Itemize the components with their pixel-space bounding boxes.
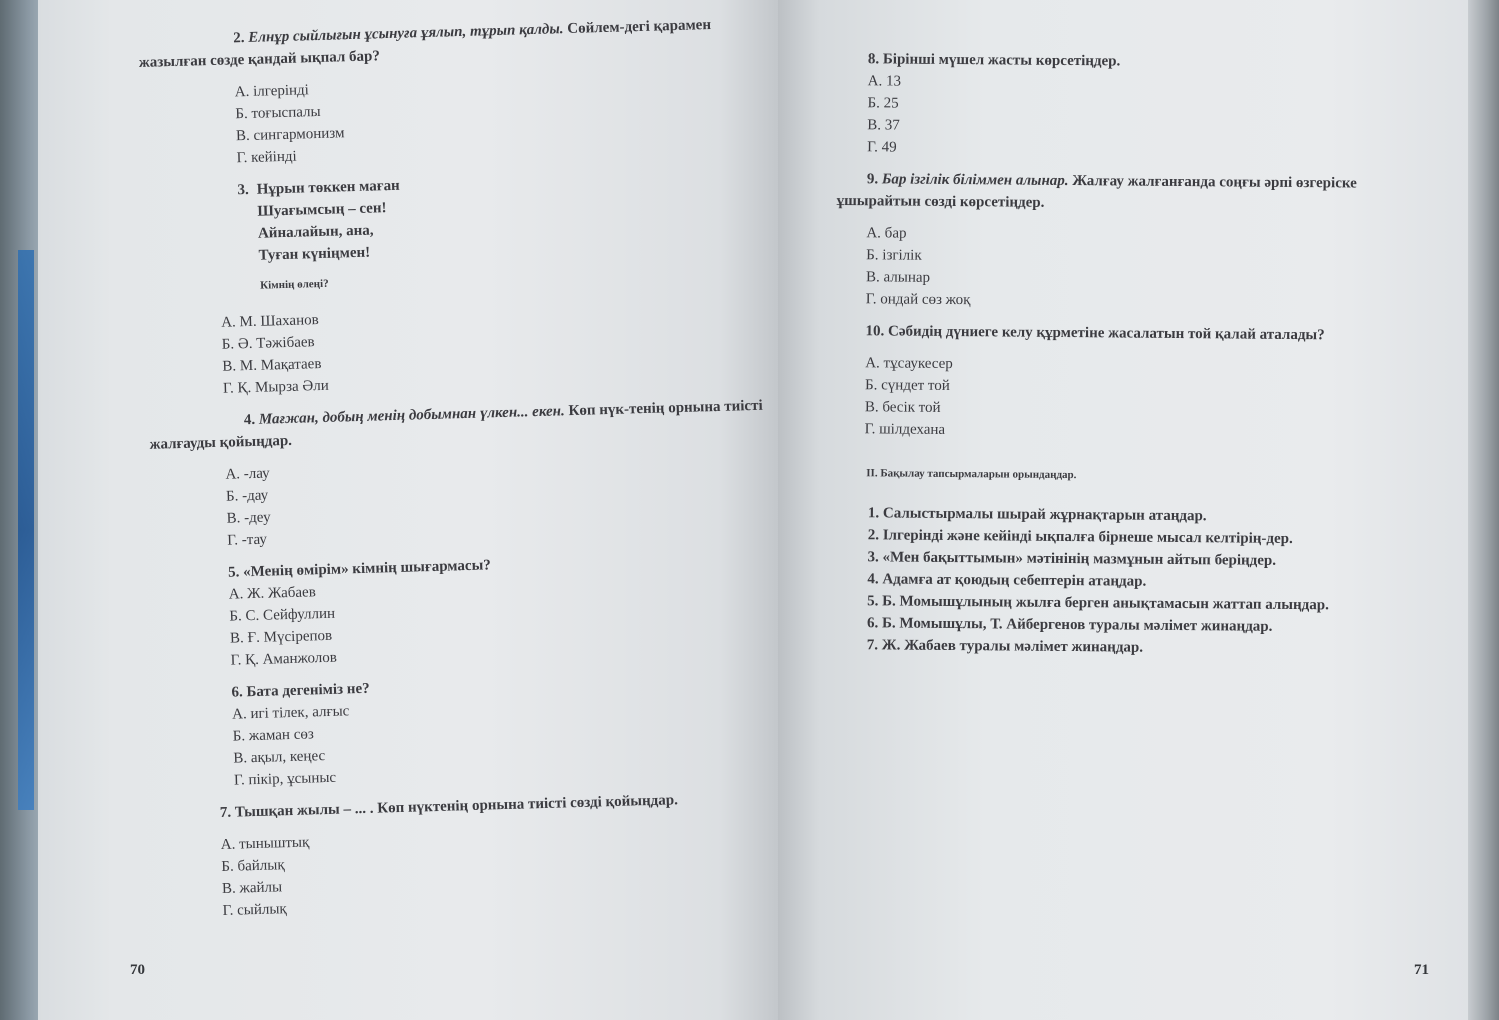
task-item: 4. Адамға ат қоюдың себептерін атаңдар.: [867, 571, 1147, 590]
option: Б. -дау: [225, 487, 269, 505]
option: Б. тоғыспалы: [235, 103, 321, 123]
cover-strip: [18, 250, 34, 810]
option: Б. жаман сөз: [232, 726, 315, 745]
question-number: 9.: [866, 171, 879, 188]
left-page-content: [138, 12, 803, 924]
question-9: [837, 168, 1397, 217]
option: В. жайлы: [221, 879, 283, 897]
poem-line: Туған күніңмен!: [258, 244, 371, 264]
option: В. Ғ. Мүсірепов: [229, 627, 333, 647]
poem-line: Айналайын, ана,: [257, 222, 374, 242]
question-7-options: [220, 818, 802, 922]
poem-line: Шуағымсың – сен!: [257, 200, 387, 220]
option: Б. С. Сейфуллин: [229, 605, 336, 625]
option: Г. 49: [867, 139, 897, 156]
option: А. -лау: [225, 465, 270, 483]
question-text: Көп нүк-тенің орнына тиісті жалғауды қойыңдар.: [149, 397, 763, 453]
option: В. М. Мақатаев: [222, 356, 322, 375]
option: Б. байлық: [221, 857, 285, 875]
question-6-options: [232, 688, 799, 792]
question-4-options: [225, 448, 792, 552]
option: В. 37: [867, 117, 900, 134]
question-10: 10. Сәбидің дүниеге келу құрметіне жасалатын той қалай аталады?: [865, 323, 1325, 344]
question-text: Кімнің өлеңі?: [260, 277, 329, 292]
question-text: Сөйлем-дегі қарамен жазылған сөзде қандай ықпал бар?: [138, 17, 712, 71]
option: А. 13: [867, 73, 902, 90]
option: Б. Ә. Тәжібаев: [221, 334, 315, 353]
option: Б. 25: [867, 95, 899, 112]
option: Г. ондай сөз жоқ: [865, 291, 971, 309]
option: А. тыныштық: [220, 834, 310, 854]
book-right-edge: [1468, 0, 1499, 1020]
question-3: [220, 164, 788, 399]
option: В. бесік той: [864, 399, 941, 416]
option: А. М. Шаханов: [220, 312, 319, 331]
question-6: 6. Бата дегеніміз не?: [231, 680, 370, 701]
option: В. алынар: [865, 269, 931, 286]
option: Г. шілдехана: [864, 421, 946, 438]
question-italic: Мағжан, добың менің добымнан үлкен... екен.: [258, 403, 565, 428]
option: А. бар: [866, 225, 907, 242]
task-item: 6. Б. Момышұлы, Т. Айбергенов туралы мәлімет жинаңдар.: [866, 615, 1273, 635]
option: А. игі тілек, алғыс: [231, 703, 350, 723]
question-10-options: [865, 352, 1396, 445]
question-9-options: [866, 222, 1397, 315]
question-text: Жалғау жалғанғанда соңғы әрпі өзгеріске ұшырайтын сөзді көрсетіңдер.: [836, 173, 1357, 211]
page-number: 70: [130, 962, 145, 978]
right-page: [778, 0, 1468, 1020]
question-2-options: [234, 66, 781, 169]
task-item: 2. Ілгерінді және кейінді ықпалға бірнеше мысал келтірің-дер.: [867, 527, 1293, 547]
option: А. Ж. Жабаев: [228, 584, 317, 603]
section-2-tasks: [833, 502, 1394, 661]
option: Г. Қ. Аманжолов: [230, 649, 338, 669]
option: Г. кейінді: [236, 148, 297, 167]
question-5-options: [228, 568, 795, 672]
question-number: 4.: [243, 411, 256, 429]
question-8: 8. Бірінші мүшел жасты көрсетіңдер.: [867, 51, 1121, 70]
task-item: 5. Б. Момышұлының жылға берген анықтамасын жаттап алыңдар.: [867, 593, 1329, 614]
option: В. -деу: [226, 509, 271, 527]
question-number: 2.: [233, 30, 245, 47]
option: Б. ізгілік: [866, 247, 922, 264]
question-italic: Елнұр сыйлығын ұсынуға ұялып, тұрып қалды.: [248, 21, 564, 46]
task-item: 1. Салыстырмалы шырай жұрнақтарын атаңдар.: [867, 505, 1207, 525]
poem-line: Нұрын төккен маған: [256, 177, 400, 198]
option: Г. Қ. Мырза Әли: [222, 377, 329, 397]
option: В. ақыл, кеңес: [233, 748, 326, 767]
question-italic: Бар ізгілік біліммен алынар.: [881, 171, 1069, 190]
option: Г. -тау: [227, 531, 268, 549]
question-3-options: [221, 296, 788, 400]
section-heading: II. Бақылау тапсырмаларын орындаңдар.: [866, 467, 1077, 482]
right-page-content: [833, 48, 1398, 661]
option: В. сингармонизм: [235, 125, 345, 145]
question-8-options: [867, 70, 1398, 163]
question-7: 7. Тышқан жылы – ... . Көп нүктенің орнына тиісті сөзді қойыңдар.: [219, 792, 679, 822]
option: А. тұсаукесер: [865, 355, 953, 373]
left-page: [38, 0, 778, 1020]
option: Г. сыйлық: [222, 901, 287, 919]
option: Г. пікір, ұсыныс: [233, 769, 337, 789]
task-item: 7. Ж. Жабаев туралы мәлімет жинаңдар.: [866, 637, 1144, 656]
option: А. ілгерінді: [234, 82, 310, 101]
task-item: 3. «Мен бақыттымын» мәтінінің мазмұнын айтып беріңдер.: [867, 549, 1277, 569]
question-5: 5. «Менің өмірім» кімнің шығармасы?: [227, 557, 492, 581]
question-number: 3.: [237, 181, 249, 199]
option: Б. сүндет той: [864, 377, 950, 394]
page-number: 71: [1414, 962, 1429, 978]
